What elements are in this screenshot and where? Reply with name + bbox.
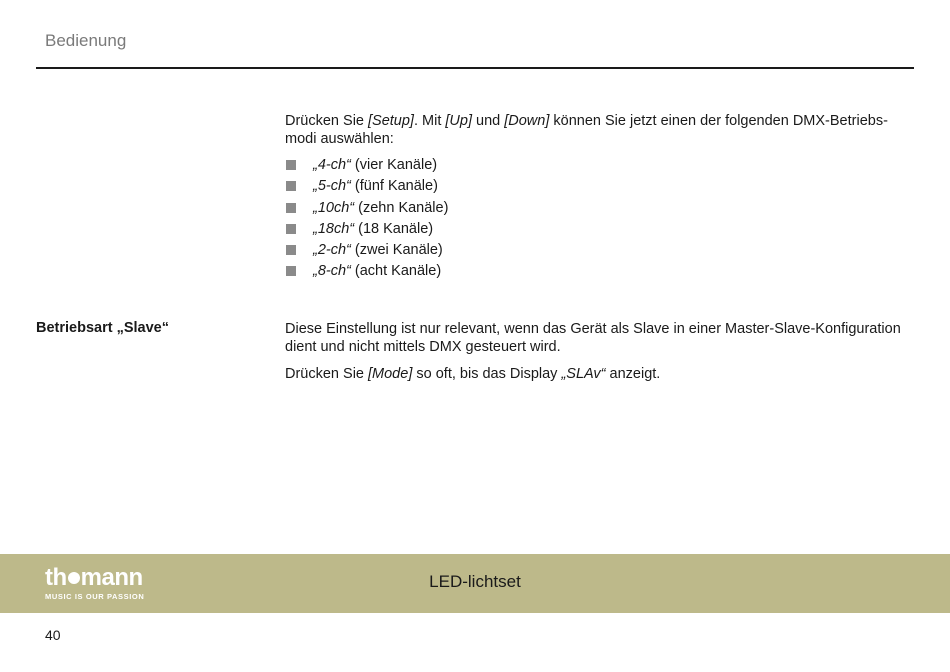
- mode-desc: (acht Kanäle): [350, 263, 442, 280]
- list-item: [285, 220, 448, 241]
- list-item: [285, 156, 448, 177]
- header-divider: [36, 67, 914, 69]
- slave-text-1: Drücken Sie: [285, 366, 369, 382]
- display-value: „SLAv“: [561, 366, 606, 382]
- section-title: Bedienung: [45, 31, 127, 50]
- intro-text-4: können Sie jetzt einen der folgenden DMX-Betriebs-: [549, 113, 888, 129]
- footer-band: [0, 554, 950, 613]
- product-title: LED-lichtset: [429, 572, 521, 591]
- mode-code: „8-ch“: [313, 263, 351, 280]
- page-number: 40: [45, 627, 61, 643]
- square-bullet-icon: [286, 203, 296, 213]
- mode-desc: (18 Kanäle): [354, 220, 434, 237]
- up-key: [Up]: [445, 113, 472, 129]
- list-item: [285, 199, 448, 220]
- list-item: [285, 262, 448, 283]
- intro-text-3: und: [471, 113, 505, 129]
- slave-desc-line-1: Diese Einstellung ist nur relevant, wenn das Gerät als Slave in einer Master-Slave-Konfiguration: [285, 321, 901, 337]
- slave-text-3: anzeigt.: [605, 366, 661, 382]
- mode-code: „2-ch“: [313, 242, 351, 259]
- logo-word-end: mann: [80, 564, 143, 591]
- intro-text-5: modi auswählen:: [285, 131, 394, 147]
- dmx-mode-list: [285, 156, 448, 284]
- list-item: [285, 241, 448, 262]
- slave-mode-heading: Betriebsart „Slave“: [36, 320, 169, 336]
- square-bullet-icon: [286, 160, 296, 170]
- mode-code: „5-ch“: [313, 178, 351, 195]
- mode-desc: (fünf Kanäle): [350, 178, 438, 195]
- intro-paragraph: [285, 112, 917, 148]
- intro-text-1: Drücken Sie: [285, 113, 369, 129]
- logo-tagline: MUSIC IS OUR PASSION: [45, 592, 145, 601]
- down-key: [Down]: [504, 113, 550, 129]
- square-bullet-icon: [286, 245, 296, 255]
- mode-code: „10ch“: [313, 199, 355, 216]
- logo-word-start: th: [45, 564, 67, 591]
- list-item: [285, 177, 448, 198]
- square-bullet-icon: [286, 266, 296, 276]
- slave-text-2: so oft, bis das Display: [412, 366, 562, 382]
- mode-code: „18ch“: [313, 220, 355, 237]
- square-bullet-icon: [286, 224, 296, 234]
- intro-text-2: . Mit: [413, 113, 446, 129]
- slave-desc-line-2: dient und nicht mittels DMX gesteuert wird.: [285, 339, 561, 355]
- slave-instruction: [285, 365, 917, 383]
- setup-key: [Setup]: [368, 113, 414, 129]
- mode-desc: (zwei Kanäle): [350, 242, 443, 259]
- mode-key: [Mode]: [368, 366, 413, 382]
- slave-description: [285, 320, 917, 356]
- mode-desc: (zehn Kanäle): [354, 199, 449, 216]
- square-bullet-icon: [286, 181, 296, 191]
- mode-code: „4-ch“: [313, 157, 351, 173]
- mode-desc: (vier Kanäle): [350, 157, 438, 173]
